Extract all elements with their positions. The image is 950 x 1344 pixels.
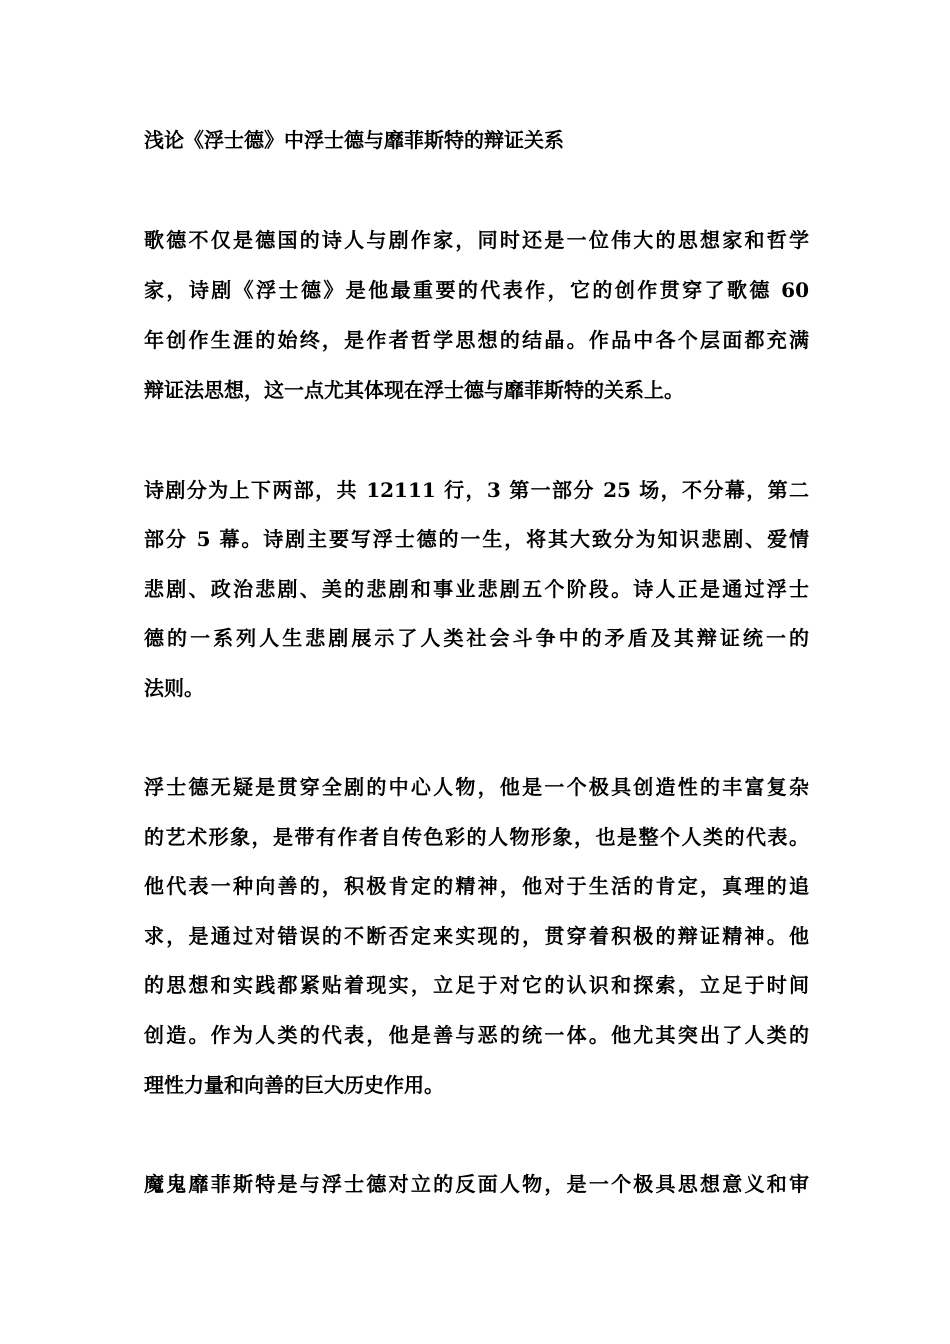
paragraph-1-line-4: 辩证法思想，这一点尤其体现在浮士德与靡菲斯特的关系上。 <box>144 378 684 402</box>
paragraph-3-line-6: 创造。作为人类的代表，他是善与恶的统一体。他尤其突出了人类的 <box>144 1023 809 1047</box>
paragraph-2-line-5: 法则。 <box>144 676 204 700</box>
paragraph-3-line-2: 的艺术形象，是带有作者自传色彩的人物形象，也是整个人类的代表。 <box>144 825 809 849</box>
paragraph-1-line-3: 年创作生涯的始终，是作者哲学思想的结晶。作品中各个层面都充满 <box>144 328 809 352</box>
paragraph-2-line-4: 德的一系列人生悲剧展示了人类社会斗争中的矛盾及其辩证统一的 <box>144 626 809 650</box>
paragraph-3-line-7: 理性力量和向善的巨大历史作用。 <box>144 1073 444 1097</box>
paragraph-2-line-2: 部分 5 幕。诗剧主要写浮士德的一生，将其大致分为知识悲剧、爱情 <box>144 527 809 551</box>
paragraph-3-line-5: 的思想和实践都紧贴着现实，立足于对它的认识和探索，立足于时间 <box>144 973 809 997</box>
paragraph-3-line-1: 浮士德无疑是贯穿全剧的中心人物，他是一个极具创造性的丰富复杂 <box>144 775 809 799</box>
paragraph-3-line-3: 他代表一种向善的，积极肯定的精神，他对于生活的肯定，真理的追 <box>144 874 809 898</box>
paragraph-2-line-3: 悲剧、政治悲剧、美的悲剧和事业悲剧五个阶段。诗人正是通过浮士 <box>144 577 809 601</box>
paragraph-3-line-4: 求，是通过对错误的不断否定来实现的，贯穿着积极的辩证精神。他 <box>144 924 809 948</box>
paragraph-4-line-1: 魔鬼靡菲斯特是与浮士德对立的反面人物，是一个极具思想意义和审 <box>144 1172 809 1196</box>
paragraph-2-line-1: 诗剧分为上下两部，共 12111 行，3 第一部分 25 场，不分幕，第二 <box>144 478 809 502</box>
paragraph-1-line-1: 歌德不仅是德国的诗人与剧作家，同时还是一位伟大的思想家和哲学 <box>144 228 809 252</box>
paragraph-1-line-2: 家，诗剧《浮士德》是他最重要的代表作，它的创作贯穿了歌德 60 <box>144 278 809 302</box>
document-title: 浅论《浮士德》中浮士德与靡菲斯特的辩证关系 <box>144 128 564 152</box>
